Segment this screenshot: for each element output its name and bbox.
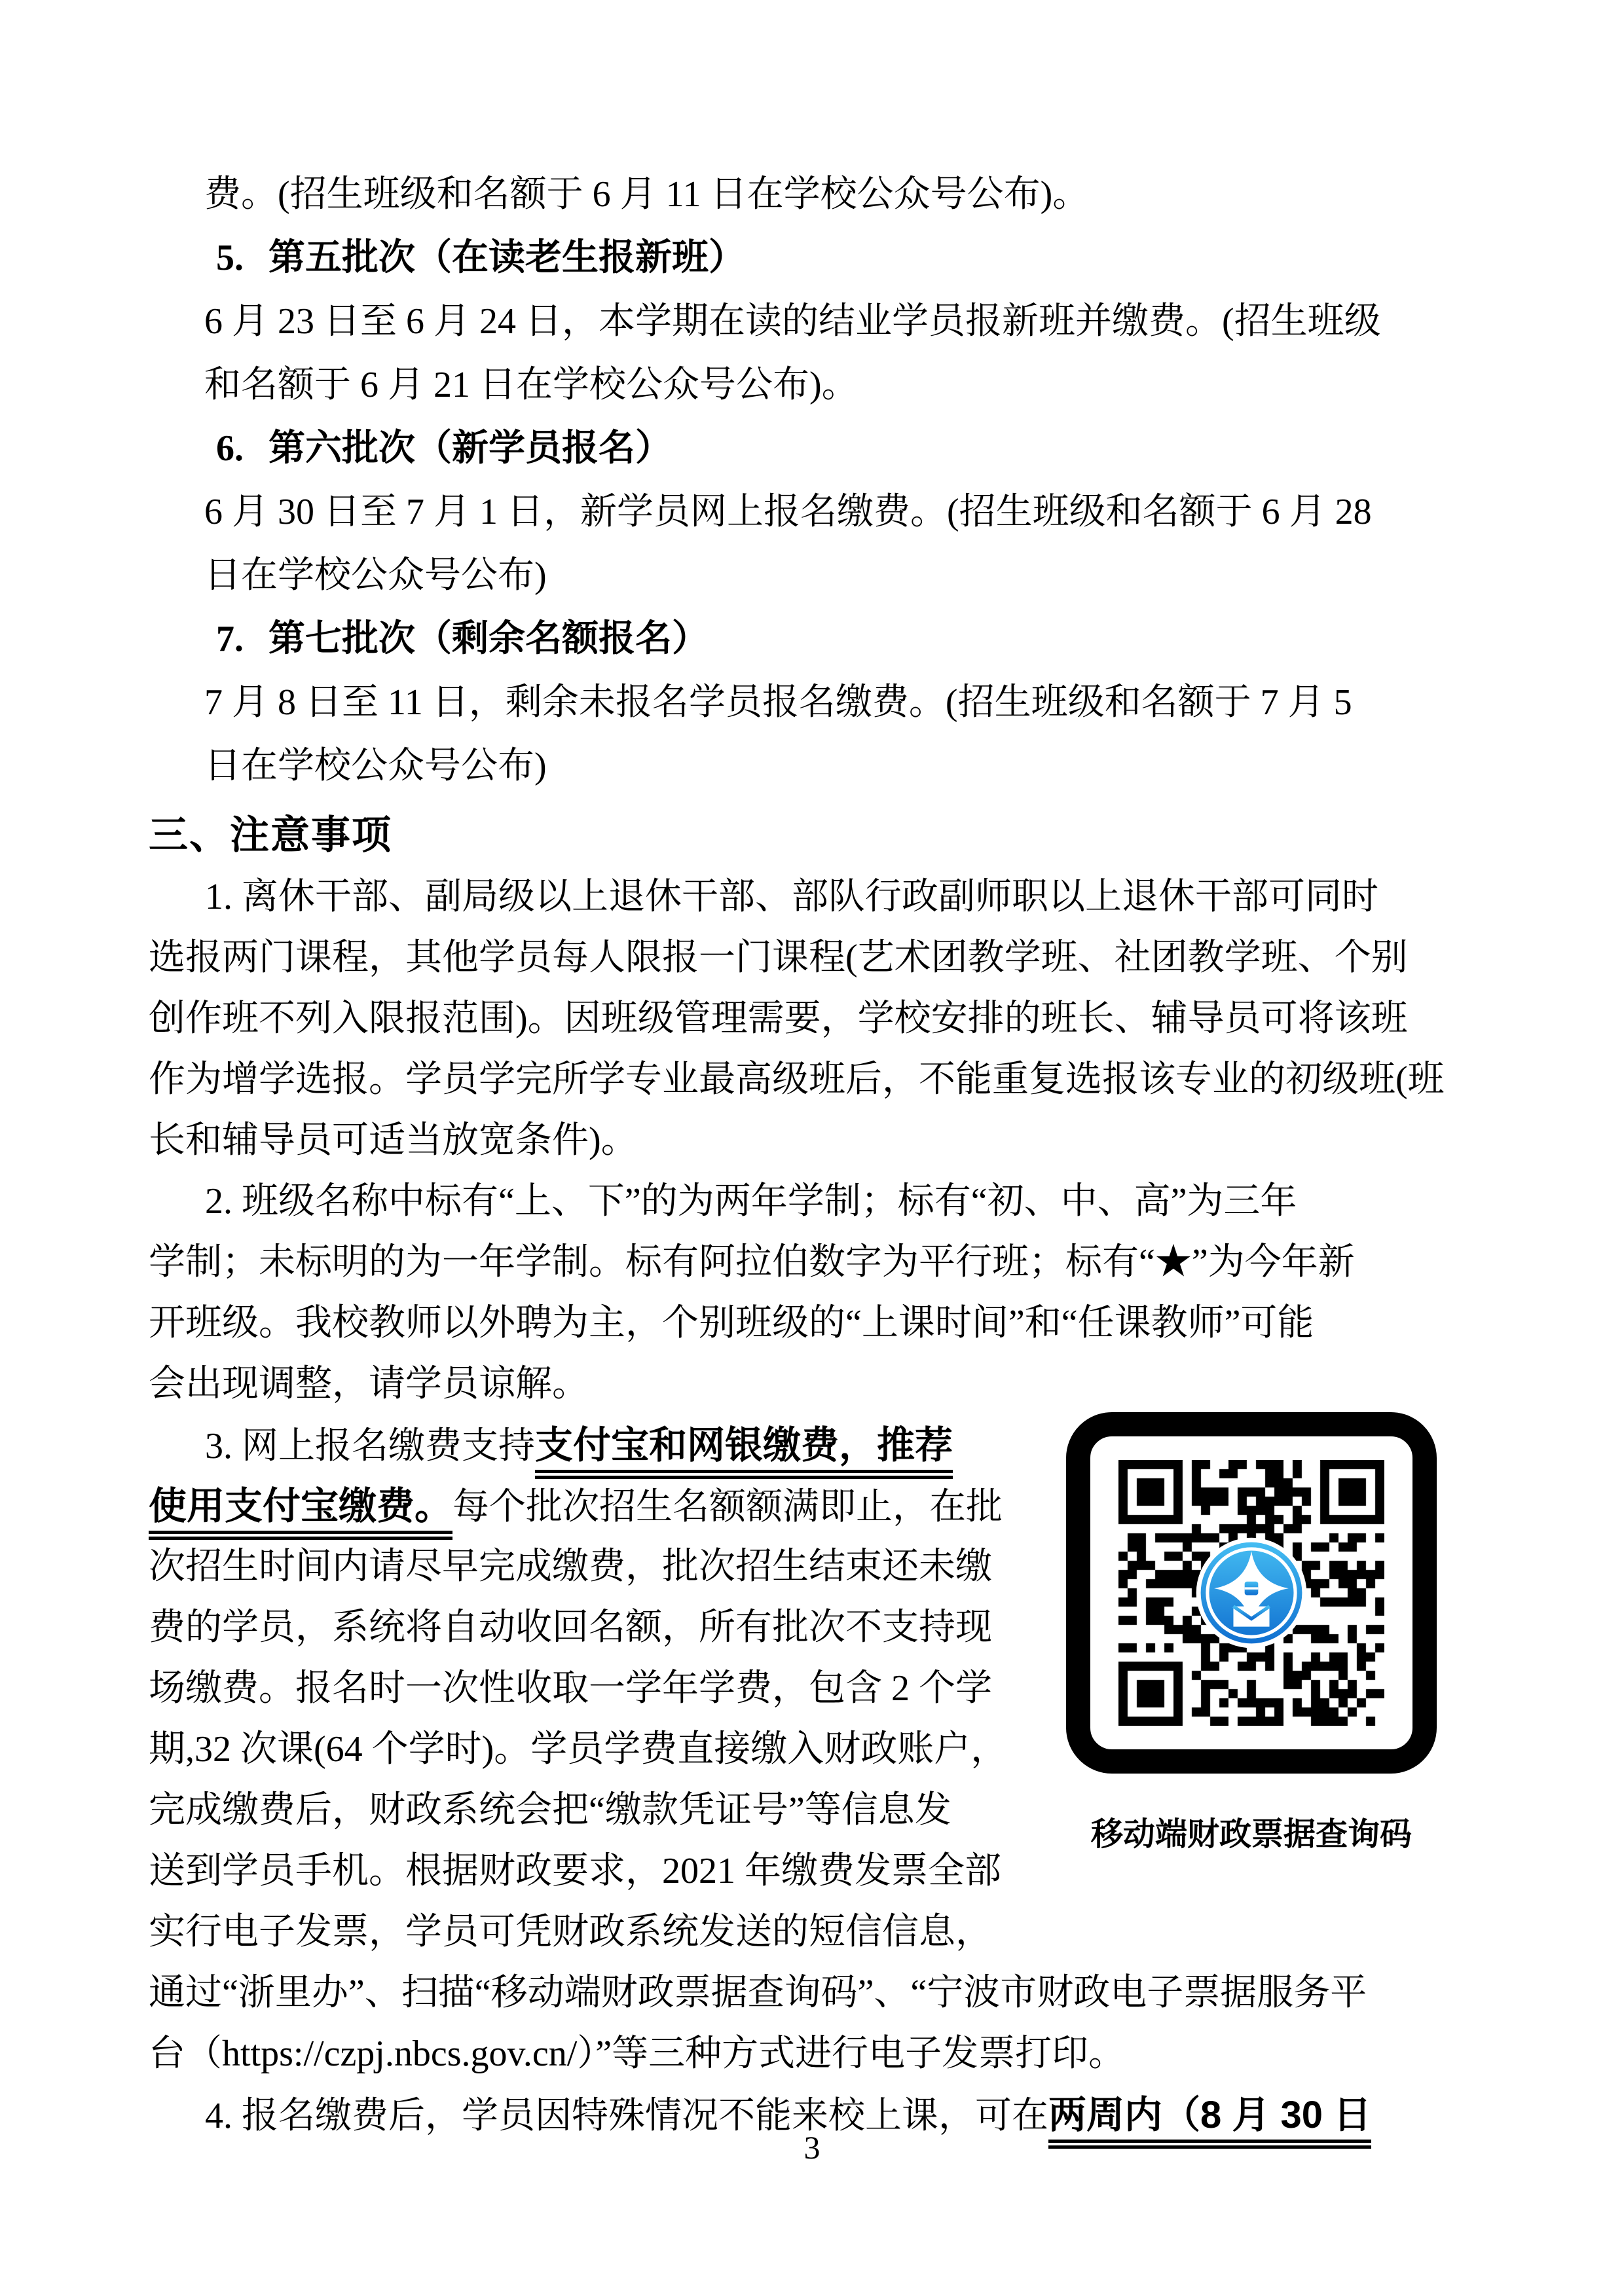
- text-line: 作为增学选报。学员学完所学专业最高级班后，不能重复选报该专业的初级班(班: [149, 1059, 1445, 1100]
- finance-bureau-logo-icon: [1195, 1537, 1308, 1649]
- batch-title: 第七批次（剩余名额报名）: [268, 619, 709, 659]
- text-line: 日在学校公众号公布): [204, 746, 547, 786]
- note4-lead: 4. 报名缴费后，学员因特殊情况不能来校上课，可在: [205, 2096, 1048, 2136]
- text-line: 7 月 8 日至 11 日，剩余未报名学员报名缴费。(招生班级和名额于 7 月 5: [204, 682, 1352, 723]
- batch-7-heading: [149, 608, 1485, 671]
- batch-title: 第五批次（在读老生报新班）: [268, 238, 745, 278]
- note4-emphasis: 两周内（8 月 30 日: [1048, 2094, 1371, 2149]
- section-heading-notes: 三、注意事项: [149, 813, 392, 857]
- text-line: 通过“浙里办”、扫描“移动端财政票据查询码”、“宁波市财政电子票据服务平: [149, 1973, 1367, 2013]
- text-line: 6 月 30 日至 7 月 1 日，新学员网上报名缴费。(招生班级和名额于 6 月 28: [204, 492, 1372, 532]
- text-line: 2. 班级名称中标有“上、下”的为两年学制；标有“初、中、高”为三年: [205, 1181, 1297, 1222]
- note3-after-emphasis: 每个批次招生名额额满即止，在批: [452, 1487, 1003, 1527]
- batch-number: 5.: [216, 238, 244, 278]
- text-line: 场缴费。报名时一次性收取一学年学费，包含 2 个学: [149, 1668, 992, 1709]
- page-number: 3: [803, 2129, 821, 2166]
- text-line: 次招生时间内请尽早完成缴费，批次招生结束还未缴: [149, 1546, 992, 1587]
- text-line: 会出现调整，请学员谅解。: [149, 1364, 589, 1404]
- text-line: 费。(招生班级和名额于 6 月 11 日在学校公众号公布)。: [204, 174, 1090, 215]
- batch-number: 7.: [216, 619, 244, 659]
- text-line: 创作班不列入限报范围)。因班级管理需要，学校安排的班长、辅导员可将该班: [149, 998, 1408, 1039]
- note3-emphasis-2: 使用支付宝缴费。: [149, 1485, 452, 1540]
- text-line: 期,32 次课(64 个学时)。学员学费直接缴入财政账户，: [149, 1729, 1008, 1770]
- text-line: 学制；未标明的为一年学制。标有阿拉伯数字为平行班；标有“★”为今年新: [149, 1242, 1355, 1283]
- text-line: 开班级。我校教师以外聘为主，个别班级的“上课时间”和“任课教师”可能: [149, 1303, 1314, 1343]
- note3-emphasis-1: 支付宝和网银缴费，推荐: [535, 1424, 953, 1479]
- qr-code: [1066, 1412, 1437, 1774]
- text-line: 完成缴费后，财政系统会把“缴款凭证号”等信息发: [149, 1790, 951, 1831]
- text-line: 和名额于 6 月 21 日在学校公众号公布)。: [204, 365, 858, 405]
- batch-6-heading: [149, 417, 1485, 481]
- text-line: 日在学校公众号公布): [204, 555, 547, 596]
- text-line: 台（https://czpj.nbcs.gov.cn/）”等三种方式进行电子发票打印。: [149, 2033, 1126, 2074]
- text-line: 送到学员手机。根据财政要求，2021 年缴费发票全部: [149, 1851, 1001, 1891]
- batch-number: 6.: [216, 428, 244, 469]
- qr-caption: 移动端财政票据查询码: [1090, 1817, 1412, 1852]
- text-line: 选报两门课程，其他学员每人限报一门课程(艺术团教学班、社团教学班、个别: [149, 938, 1408, 978]
- text-line: 长和辅导员可适当放宽条件)。: [149, 1120, 638, 1161]
- text-line: 6 月 23 日至 6 月 24 日，本学期在读的结业学员报新班并缴费。(招生班级: [204, 301, 1381, 342]
- text-line: 费的学员，系统将自动收回名额，所有批次不支持现: [149, 1607, 992, 1648]
- batch-5-heading: [149, 227, 1485, 290]
- batch-title: 第六批次（新学员报名）: [268, 428, 672, 469]
- text-line: 1. 离休干部、副局级以上退休干部、部队行政副师职以上退休干部可同时: [205, 877, 1378, 917]
- text-line: 实行电子发票，学员可凭财政系统发送的短信信息，: [149, 1912, 992, 1952]
- note3-lead: 3. 网上报名缴费支持: [205, 1426, 535, 1467]
